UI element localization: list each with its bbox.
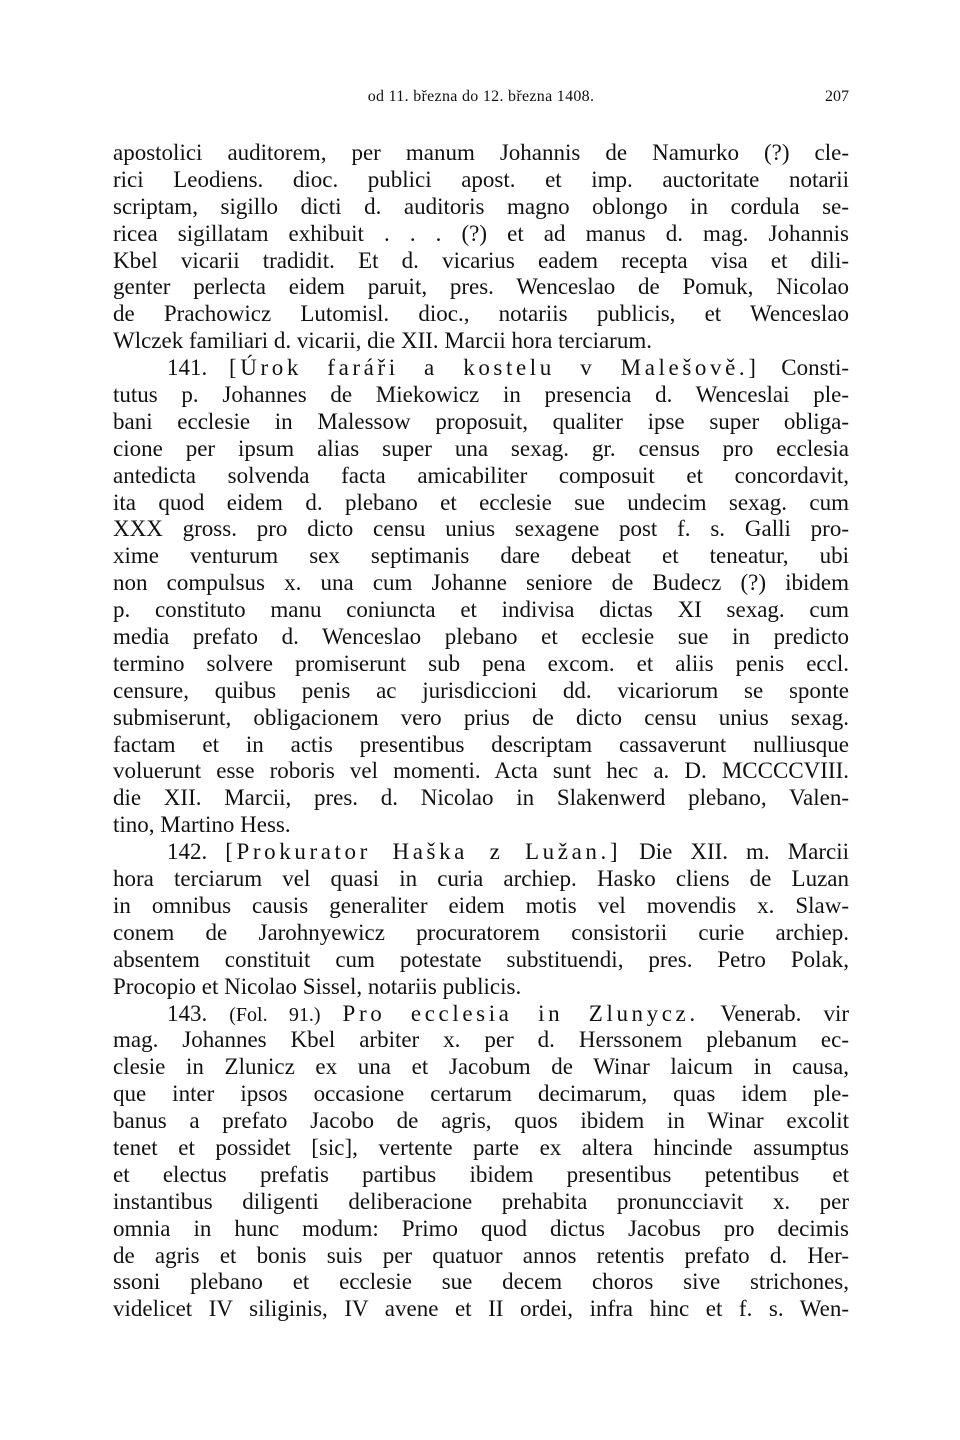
entry-first-line	[113, 355, 849, 382]
folio-reference: (Fol. 91.)	[229, 1003, 321, 1026]
entry-first-line	[113, 839, 849, 866]
entry-heading: [Prokurator Haška z Lužan.]	[225, 839, 622, 865]
text-line: rici Leodiens. dioc. publici apost. et imp. auctoritate notarii	[113, 166, 849, 192]
text-line: antedicta solvenda facta amicabiliter composuit et concordavit,	[113, 462, 849, 488]
text-line: videlicet IV siliginis, IV avene et II ordei, infra hinc et f. s. Wen-	[113, 1296, 849, 1322]
text-line: p. constituto manu coniuncta et indivisa dictas XI sexag. cum	[113, 597, 849, 623]
body-text	[113, 140, 849, 1323]
text-line: xime venturum sex septimanis dare debeat et teneatur, ubi	[113, 543, 849, 569]
text-line: XXX gross. pro dicto censu unius sexagene post f. s. Galli pro-	[113, 516, 849, 542]
text-line: que inter ipsos occasione certarum decimarum, quas idem ple-	[113, 1081, 849, 1107]
text-line: banus a prefato Jacobo de agris, quos ibidem in Winar excolit	[113, 1108, 849, 1134]
text-line: clesie in Zlunicz ex una et Jacobum de Winar laicum in causa,	[113, 1054, 849, 1080]
entry-number: 143.	[167, 1000, 208, 1026]
text-line: hora terciarum vel quasi in curia archiep. Hasko cliens de Luzan	[113, 866, 849, 892]
entry-first-line-rest: Venerab. vir	[720, 1000, 849, 1026]
text-line: media prefato d. Wenceslao plebano et ecclesie sue in predicto	[113, 624, 849, 650]
text-line: non compulsus x. una cum Johanne seniore de Budecz (?) ibidem	[113, 570, 849, 596]
text-line: omnia in hunc modum: Primo quod dictus Jacobus pro decimis	[113, 1215, 849, 1241]
entry-number: 141.	[167, 355, 208, 381]
text-line: tino, Martino Hess.	[113, 812, 291, 838]
text-line: factam et in actis presentibus descriptam cassaverunt nulliusque	[113, 731, 849, 757]
text-line: apostolici auditorem, per manum Johannis de Namurko (?) cle-	[113, 140, 849, 165]
text-line: ita quod eidem d. plebano et ecclesie sue undecim sexag. cum	[113, 489, 849, 515]
text-line: die XII. Marcii, pres. d. Nicolao in Slakenwerd plebano, Valen-	[113, 785, 849, 811]
page-number: 207	[825, 88, 849, 105]
text-line: Kbel vicarii tradidit. Et d. vicarius eadem recepta visa et dili-	[113, 247, 849, 273]
entry-number: 142.	[167, 839, 208, 865]
text-line: de agris et bonis suis per quatuor annos retentis prefato d. Her-	[113, 1242, 849, 1268]
entry-first-line-rest: Consti-	[781, 355, 850, 381]
text-line: scriptam, sigillo dicti d. auditoris magno oblongo in cordula se-	[113, 193, 849, 219]
entry-heading: Pro ecclesia in Zlunycz.	[342, 1000, 699, 1026]
text-line: tenet et possidet [sic], vertente parte ex altera hincinde assumptus	[113, 1134, 849, 1160]
text-line: tutus p. Johannes de Miekowicz in presencia d. Wenceslai ple-	[113, 382, 849, 408]
text-line: mag. Johannes Kbel arbiter x. per d. Herssonem plebanum ec-	[113, 1027, 849, 1053]
text-line: voluerunt esse roboris vel momenti. Acta sunt hec a. D. MCCCCVIII.	[113, 758, 849, 784]
text-line: conem de Jarohnyewicz procuratorem consistorii curie archiep.	[113, 919, 849, 945]
text-line: Wlczek familiari d. vicarii, die XII. Marcii hora terciarum.	[113, 328, 652, 354]
entry-first-line	[113, 1001, 849, 1028]
text-line: et electus prefatis partibus ibidem presentibus petentibus et	[113, 1161, 849, 1187]
text-line: ssoni plebano et ecclesie sue decem choros sive strichones,	[113, 1269, 849, 1295]
entry-first-line-rest: Die XII. m. Marcii	[639, 839, 849, 865]
running-title: od 11. března do 12. března 1408.	[367, 88, 595, 105]
text-line: absentem constituit cum potestate substituendi, pres. Petro Polak,	[113, 946, 849, 972]
text-line: Procopio et Nicolao Sissel, notariis publicis.	[113, 973, 522, 999]
text-line: genter perlecta eidem paruit, pres. Wenceslao de Pomuk, Nicolao	[113, 274, 849, 300]
text-line: ricea sigillatam exhibuit . . . (?) et ad manus d. mag. Johannis	[113, 220, 849, 246]
text-line: cione per ipsum alias super una sexag. gr. census pro ecclesia	[113, 435, 849, 461]
text-line: de Prachowicz Lutomisl. dioc., notariis publicis, et Wenceslao	[113, 301, 849, 327]
text-line: censure, quibus penis ac jurisdiccioni dd. vicariorum se sponte	[113, 677, 849, 703]
text-line: termino solvere promiserunt sub pena excom. et aliis penis eccl.	[113, 650, 849, 676]
text-line: in omnibus causis generaliter eidem motis vel movendis x. Slaw-	[113, 892, 849, 918]
text-line: instantibus diligenti deliberacione prehabita pronuncciavit x. per	[113, 1188, 849, 1214]
running-head	[113, 88, 849, 112]
text-line: bani ecclesie in Malessow proposuit, qualiter ipse super obliga-	[113, 408, 849, 434]
entry-heading: [Úrok faráři a kostelu v Malešově.]	[229, 355, 760, 381]
text-line: submiserunt, obligacionem vero prius de dicto censu unius sexag.	[113, 704, 849, 730]
